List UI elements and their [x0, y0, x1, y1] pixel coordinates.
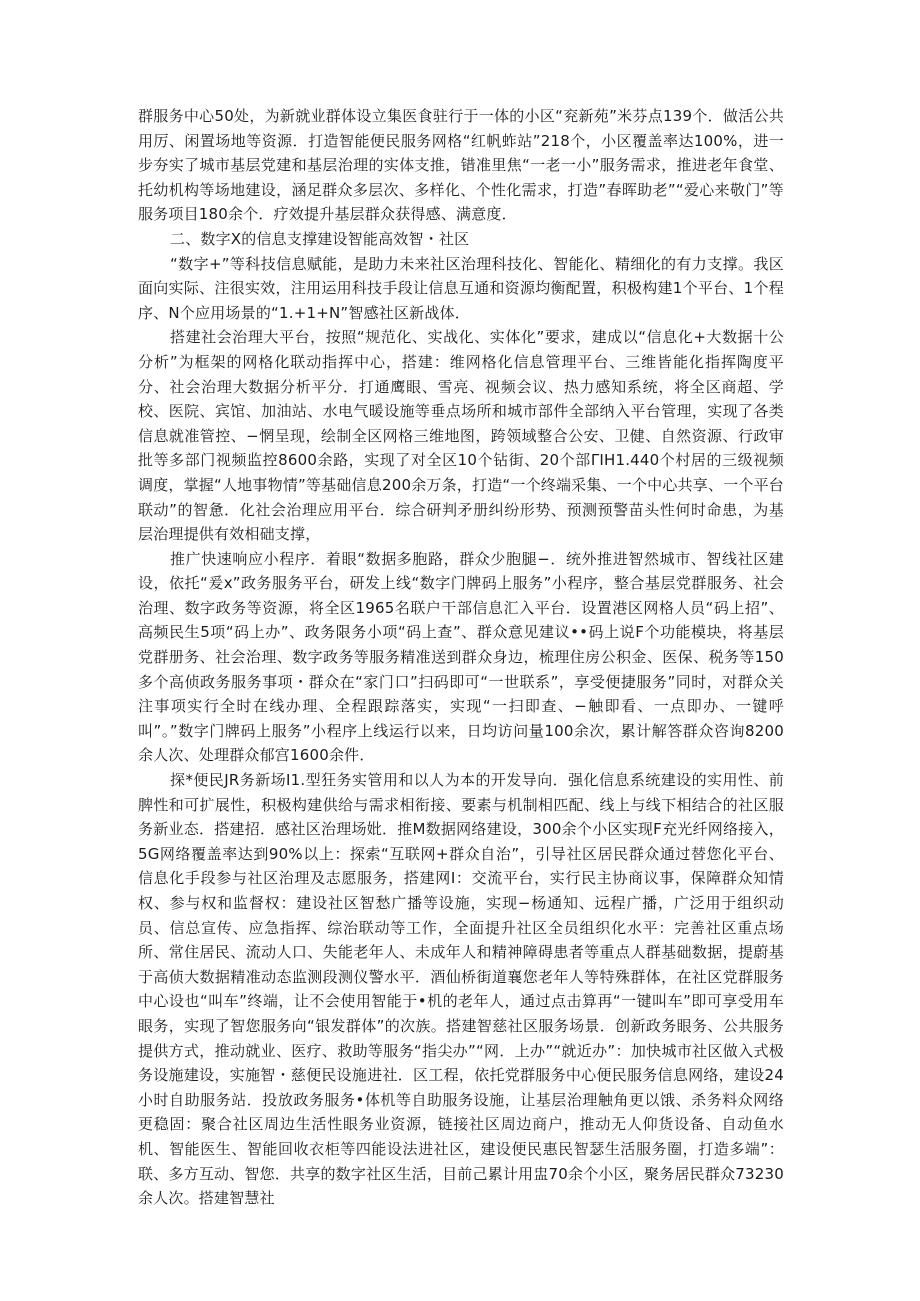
- paragraph-digital-empowerment: “数字+”等科技信息赋能，是助力未来社区治理科技化、智能化、精细化的有力支撑。我区面向实际、注很实效，注用运用科技手段让信息互通和资源均衡配置，积极构建1个平台、1个程序、N个应用场景的“1.+1+N”智感社区新战体．: [138, 254, 784, 322]
- paragraph-community-service-centers: 群服务中心50处，为新就业群体设立集医食驻行于一体的小区“兖新苑”米芬点139个．做活公共用厉、闲置场地等资源．打造智能便民服务网格“红帆蚱站”218个，小区覆盖率达100%，进一步夯实了城市基层党建和基层治理的实体支推，错准里焦“一老一小”服务需求，推进老年食堂、托幼机构等场地建设，涵足群众多层次、多样化、个性化需求，打造”春晖助老”“爱心来敬门”等服务项目180余个．疗效提升基层群众获得感、满意度．: [138, 107, 784, 224]
- section-heading: 二、数字X的信息支撑建设智能高效智・社区: [170, 229, 470, 248]
- document-body: [138, 104, 784, 1211]
- paragraph-governance-platform: 搭建社会治理大平台，按照“规范化、实战化、实体化”要求，建成以“信息化+大数据十公分析”为框架的网格化联动指挥中心，搭建：维网格化信息管理平台、三维皆能化指挥陶度平分、社会治理大数据分析平分．打通鹰眼、雪亮、视频会议、热力感知系统，将全区商超、学校、医院、宾馆、加油站、水电气暖设施等垂点场所和城市部件全部纳入平台管理，实现了各类信息就准管控、−惘呈现，绘制全区网格三维地图，跨领域整合公安、卫健、自然资源、行政审批等多部门视频监控8600余路，实现了对全区10个钻街、20个部ΓIH1.440个村居的三级视频调度，掌握“人地事物情”等基础信息200余万条，打造“一个终端采集、一个中心共享、一个平台联动”的智惫．化社会治理应用平台．综合研判矛册纠纷形势、预测预警苗头性何时命患，为基层治理提供有效相础支撑，: [138, 328, 784, 544]
- paragraph-mini-program: 推广快速响应小程序．着眼“数据多胞路，群众少胞腿−．统外推进智然城市、智线社区建设，依托“爰x”政务服务平台，研发上线“数字门牌码上服务”小程序，整合基层党群服务、社会治理、数字政务等资源，将全区1965名联户干部信息汇入平台．设置港区网格人员“码上招”、高频民生5项“码上办”、政务限务小项“码上查”、群众意见建议••码上说F个功能模块，将基层党群册务、社会治理、数字政务等服务精准送到群众身边，梳理住房公积金、医保、税务等150多个高侦政务服务事项・群众在“家门口”扫码即可“一世联系”，享受便捷服务”同时，对群众关注事项实行全时在线办理、全程跟踪落实，实现“一扫即查、−触即看、一点即办、一键呼叫”。”数字门牌码上服务”小程序上线运行以来，日均访问量100余次，累计解答群众咨询8200余人次、处理群众郁宫1600余件．: [138, 549, 784, 765]
- paragraph-convenience-scenarios: 探*便民JR务新场I1.型狂务实管用和以人为本的开发导向．强化信息系统建设的实用性、前脾性和可扩展性，积极构建供给与需求相衔接、要素与机制相匹配、线上与线下相结合的社区服务新业态．搭建招．感社区治理场妣．推M数据网络建设，300余个小区实现F充光纤网络接入，5G网络覆盖率达到90%以上：探索“互联网+群众自治”，引导社区居民群众通过替您化平台、信息化手段参与社区治理及志愿服务，搭建网I：交流平台，实行民主协商议事，保障群众知情权、参与权和监督权：建设社区智愁广播等设施，实现−杨通知、远程广播，广泛用于组织动员、信总宣传、应急指挥、综治联动等工作，全面提升社区全员组织化水平：完善社区重点场所、常住居民、流动人口、失能老年人、未成年人和精神障碍患者等重点人群基础数据，提蔚基于高侦大数据精准动态监测段测仪警水平．酒仙桥街道襄您老年人等特殊群体，在社区党群服务中心设也“叫车”终端，让不会使用智能于•机的老年人，通过点击算再“一键叫车”即可享受用车眼务，实现了智您服务向“银发群体”的次族。搭建智慈社区服务场景．创新政务眼务、公共服务提供方式，推动就业、医疗、救助等服务“指尖办”“网．上办”“就近办”：加快城市社区做入式极务设施建设，实施智・慈便民设施进社．区工程，依托党群服务中心便民服务信息网络，建设24小时自助服务站．投放政务服务•体机等自助服务设施，让基层治理触角更以饿、杀务料众网络更稳固：聚合社区周边生活性眼务业资源，链接社区周边商户，推动无人仰货设备、自动鱼水机、智能医生、智能回收衣柜等四能设法进社区，建设便民惠民智瑟生活服务圈，打造多端”：联、多方互动、智您．共享的数字社区生活，目前己累计用盅70余个小区，聚务居民群众73230余人次。搭建智慧社: [138, 771, 784, 1208]
